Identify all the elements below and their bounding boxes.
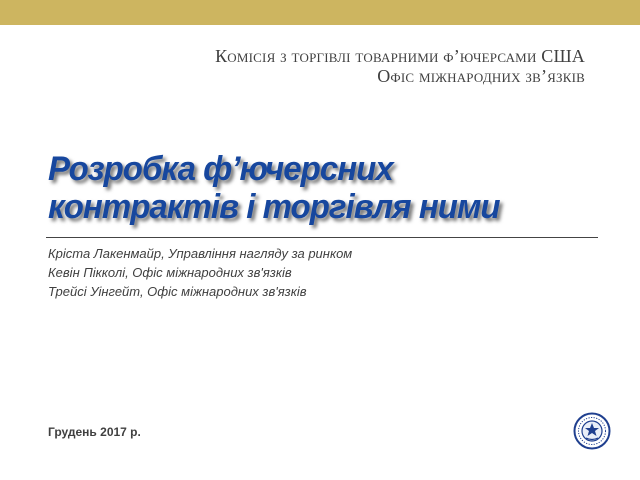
presentation-title	[48, 150, 591, 226]
author-list	[48, 244, 352, 301]
title-divider	[46, 237, 598, 238]
cftc-seal-icon	[573, 412, 611, 450]
title-line-2: контрактів і торгівля ними	[48, 188, 500, 226]
author-1: Кріста Лакенмайр, Управління нагляду за ринком	[48, 246, 353, 261]
office-name: Офіс міжнародних зв’язків	[377, 66, 585, 86]
top-band	[0, 0, 640, 25]
organization-name: Комісія з торгівлі товарними ф’ючерсами США	[215, 46, 585, 66]
author-3: Трейсі Уінгейт, Офіс міжнародних зв'язків	[48, 284, 307, 299]
presentation-date: Грудень 2017 р.	[48, 425, 141, 439]
organization-header	[215, 46, 585, 86]
author-2: Кевін Пікколі, Офіс міжнародних зв'язків	[48, 265, 292, 280]
title-line-1: Розробка ф’ючерсних	[48, 150, 393, 188]
